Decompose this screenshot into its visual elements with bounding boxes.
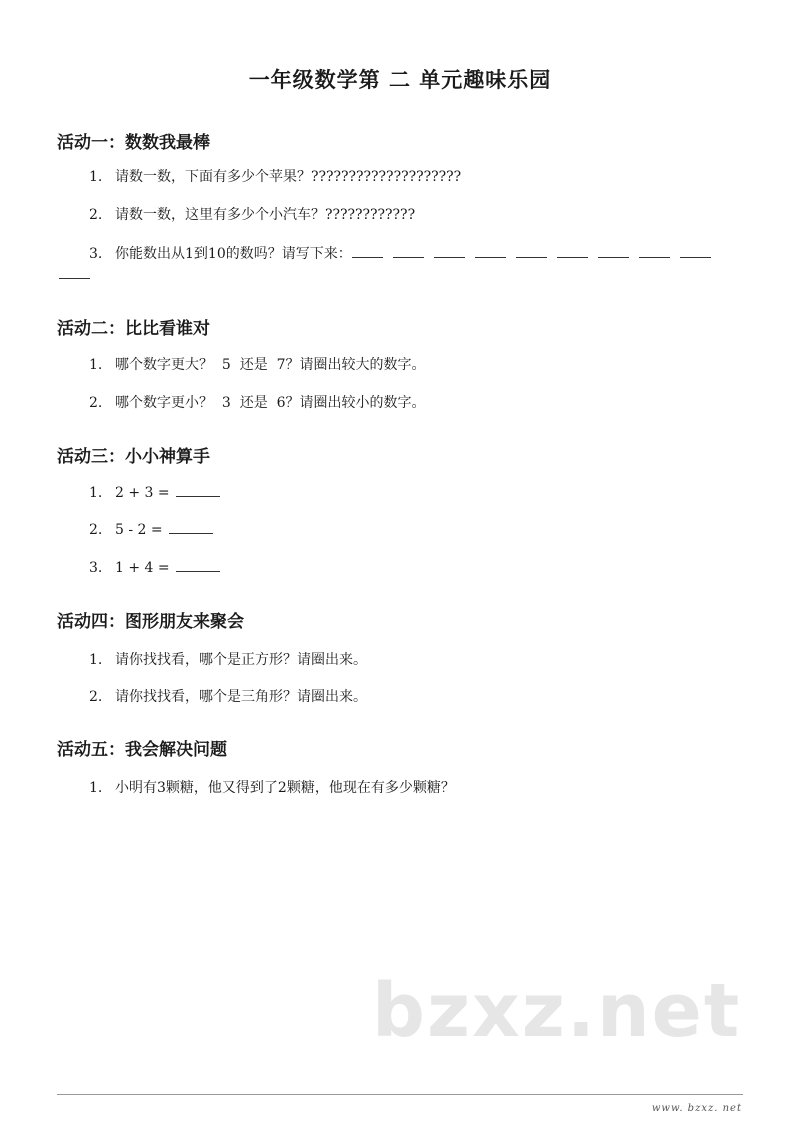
question-1-2 <box>89 204 415 224</box>
section-heading-1: 活动一：数数我最棒 <box>57 133 210 153</box>
question-number: 2. <box>89 689 103 705</box>
answer-blank[interactable] <box>59 266 90 279</box>
question-4-2 <box>89 686 367 706</box>
question-4-1 <box>89 649 367 669</box>
question-text: 请你找找看，哪个是正方形？请圈出来。 <box>115 652 367 668</box>
question-text: 请数一数，这里有多少个小汽车？???????????? <box>115 207 416 223</box>
section-heading-2: 活动二：比比看谁对 <box>57 319 210 339</box>
question-text: 请数一数，下面有多少个苹果？???????????????????? <box>115 169 462 185</box>
question-text: 1 + 4 = <box>115 560 170 576</box>
question-2-1 <box>89 354 426 374</box>
answer-blank[interactable] <box>475 243 506 258</box>
question-2-2 <box>89 392 426 412</box>
question-number: 3. <box>89 246 103 262</box>
question-text: 哪个数字更小？ 3 还是 6？请圈出较小的数字。 <box>115 395 426 411</box>
question-3-1 <box>89 482 220 501</box>
question-1-3 <box>89 243 711 263</box>
question-5-1 <box>89 777 455 797</box>
question-text: 2 + 3 = <box>115 485 170 501</box>
question-number: 1. <box>89 357 103 373</box>
question-text: 小明有3颗糖，他又得到了2颗糖，他现在有多少颗糖？ <box>115 780 455 796</box>
question-number: 2. <box>89 395 103 411</box>
question-3-3 <box>89 557 220 576</box>
question-text: 请你找找看，哪个是三角形？请圈出来。 <box>115 689 367 705</box>
question-number: 1. <box>89 652 103 668</box>
answer-blank[interactable] <box>516 243 547 258</box>
question-text: 你能数出从1到10的数吗？请写下来： <box>115 246 352 262</box>
answer-blank[interactable] <box>393 243 424 258</box>
answer-blank[interactable] <box>176 557 220 572</box>
answer-blank[interactable] <box>598 243 629 258</box>
question-number: 3. <box>89 560 103 576</box>
answer-blank[interactable] <box>176 482 220 497</box>
footer-divider <box>57 1094 743 1095</box>
number-blanks[interactable] <box>352 243 711 258</box>
footer-url: www. bzxz. net <box>651 1103 742 1114</box>
question-text: 5 - 2 = <box>115 522 163 538</box>
answer-blank[interactable] <box>169 519 213 534</box>
section-heading-3: 活动三：小小神算手 <box>57 447 210 467</box>
answer-blank[interactable] <box>680 243 711 258</box>
answer-blank[interactable] <box>434 243 465 258</box>
question-number: 1. <box>89 485 103 501</box>
question-number: 1. <box>89 169 103 185</box>
question-1-1 <box>89 166 461 186</box>
question-number: 2. <box>89 522 103 538</box>
answer-blank[interactable] <box>352 243 383 258</box>
question-number: 2. <box>89 207 103 223</box>
question-text: 哪个数字更大？ 5 还是 7？请圈出较大的数字。 <box>115 357 426 373</box>
section-heading-4: 活动四：图形朋友来聚会 <box>57 612 244 632</box>
answer-blank[interactable] <box>557 243 588 258</box>
section-heading-5: 活动五：我会解决问题 <box>57 740 227 760</box>
question-number: 1. <box>89 780 103 796</box>
watermark: bzxz.net <box>372 968 742 1054</box>
page-title: 一年级数学第 二 单元趣味乐园 <box>248 68 552 92</box>
answer-blank[interactable] <box>639 243 670 258</box>
question-3-2 <box>89 519 213 538</box>
